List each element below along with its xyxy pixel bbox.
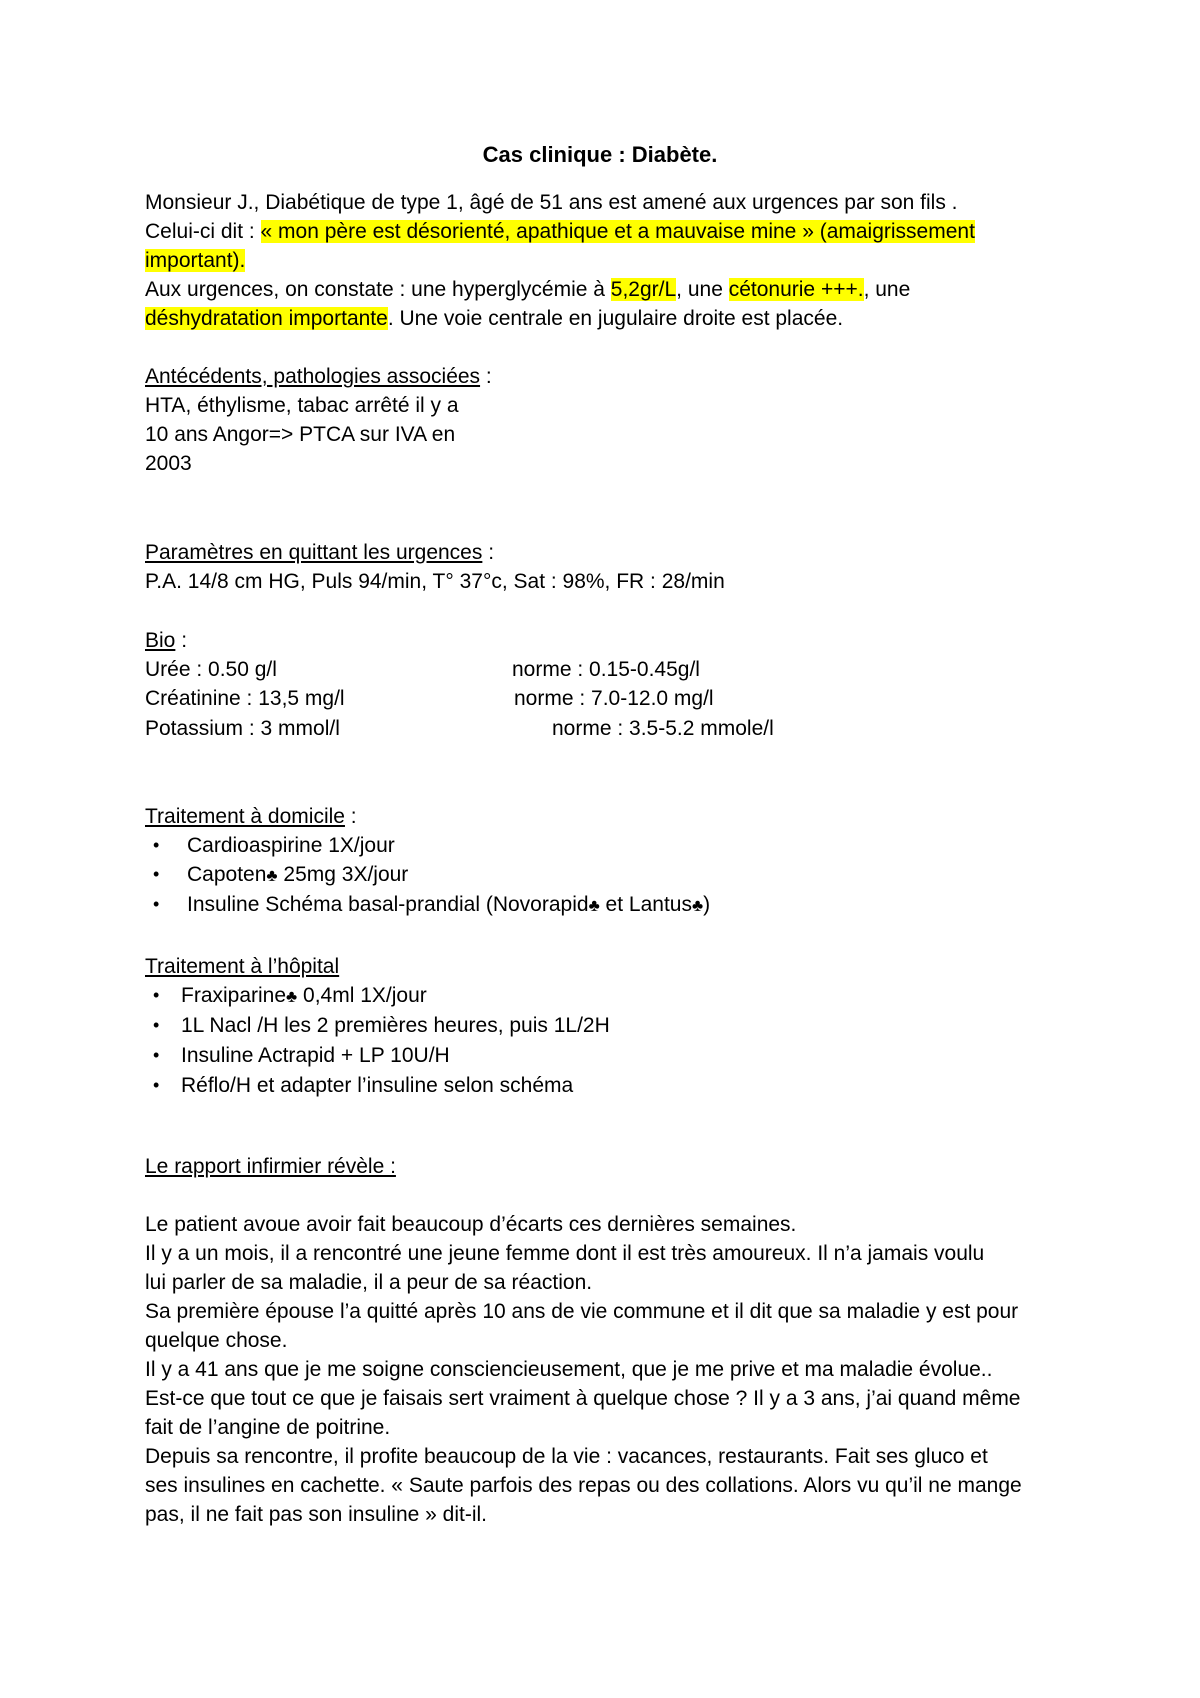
rapport-line: Sa première épouse l’a quitté après 10 ans de vie commune et il dit que sa maladie y est pour <box>145 1300 1019 1323</box>
clover-icon: ♣ <box>691 896 704 915</box>
hopital-item: Insuline Actrapid + LP 10U/H <box>181 1044 450 1067</box>
heading-colon: : <box>480 365 492 388</box>
intro-text: Aux urgences, on constate : une hyperglycémie à <box>145 278 611 301</box>
domicile-item: Cardioaspirine 1X/jour <box>187 834 395 857</box>
bio-row-uree: Urée : 0.50 g/l <box>145 658 277 681</box>
highlighted-dehydration: déshydratation importante <box>145 307 388 330</box>
clover-icon: ♣ <box>588 896 600 915</box>
domicile-item <box>187 890 710 920</box>
antecedents-line: 10 ans Angor=> PTCA sur IVA en <box>145 423 456 446</box>
heading-colon: : <box>175 629 188 652</box>
hopital-heading: Traitement à l’hôpital <box>145 955 340 978</box>
intro-text: . Une voie centrale en jugulaire droite est placée. <box>387 307 844 330</box>
intro-line-1: Monsieur J., Diabétique de type 1, âgé de 51 ans est amené aux urgences par son fils . <box>145 191 958 214</box>
domicile-item <box>187 860 408 890</box>
intro-text: , une <box>676 278 729 301</box>
antecedents-heading: Antécédents, pathologies associées <box>145 365 481 388</box>
bullet-icon: • <box>153 985 160 1005</box>
rapport-line: ses insulines en cachette. « Saute parfois des repas ou des collations. Alors vu qu’il ne mange <box>145 1474 1022 1497</box>
antecedents-line: 2003 <box>145 452 192 475</box>
rapport-line: fait de l’angine de poitrine. <box>145 1416 391 1439</box>
parametres-heading-line <box>145 538 494 567</box>
domicile-heading-line <box>145 802 357 831</box>
bio-row-potassium: Potassium : 3 mmol/l <box>145 717 340 740</box>
bio-norme-potassium: norme : 3.5-5.2 mmole/l <box>552 717 774 740</box>
clover-icon: ♣ <box>266 866 278 885</box>
bio-heading-line <box>145 626 187 655</box>
intro-text: Celui-ci dit : <box>145 220 261 243</box>
parametres-heading: Paramètres en quittant les urgences <box>145 541 483 564</box>
rapport-line: Est-ce que tout ce que je faisais sert vraiment à quelque chose ? Il y a 3 ans, j’ai quand même <box>145 1387 1021 1410</box>
bio-heading: Bio <box>145 629 176 652</box>
highlighted-ketonuria: cétonurie +++. <box>728 278 864 301</box>
drug-name: Fraxiparine <box>181 984 287 1007</box>
domicile-heading: Traitement à domicile <box>145 805 345 828</box>
highlighted-quote-end: important). <box>145 249 246 272</box>
rapport-line: Il y a 41 ans que je me soigne consciencieusement, que je me prive et ma maladie évolue.. <box>145 1358 993 1381</box>
rapport-line: pas, il ne fait pas son insuline » dit-il. <box>145 1503 488 1526</box>
heading-colon: : <box>344 805 357 828</box>
rapport-line: quelque chose. <box>145 1329 288 1352</box>
intro-line-4 <box>145 275 910 304</box>
intro-line-3 <box>145 246 245 275</box>
document-title: Cas clinique : Diabète. <box>482 142 718 167</box>
drug-name: Capoten <box>187 863 267 886</box>
bullet-icon: • <box>153 1015 160 1035</box>
parametres-values: P.A. 14/8 cm HG, Puls 94/min, T° 37°c, Sat : 98%, FR : 28/min <box>145 570 725 593</box>
heading-colon: : <box>482 541 495 564</box>
bullet-icon: • <box>153 835 160 855</box>
highlighted-quote: « mon père est désorienté, apathique et a mauvaise mine » (amaigrissement <box>260 220 975 243</box>
bio-row-creatinine: Créatinine : 13,5 mg/l <box>145 687 345 710</box>
paren-close: ) <box>703 893 711 916</box>
drug-name: Insuline Schéma basal-prandial (Novorapid <box>187 893 589 916</box>
drug-name: et Lantus <box>599 893 692 916</box>
bio-norme-creatinine: norme : 7.0-12.0 mg/l <box>514 687 714 710</box>
highlighted-glycemia: 5,2gr/L <box>610 278 677 301</box>
intro-line-5 <box>145 304 843 333</box>
hopital-item: 1L Nacl /H les 2 premières heures, puis 1L/2H <box>181 1014 610 1037</box>
bio-norme-uree: norme : 0.15-0.45g/l <box>512 658 700 681</box>
rapport-heading: Le rapport infirmier révèle : <box>145 1155 396 1178</box>
bullet-icon: • <box>153 864 160 884</box>
rapport-heading-line <box>145 1152 396 1181</box>
bullet-icon: • <box>153 1045 160 1065</box>
antecedents-heading-line <box>145 362 492 391</box>
bullet-icon: • <box>153 1075 160 1095</box>
rapport-line: Depuis sa rencontre, il profite beaucoup de la vie : vacances, restaurants. Fait ses gluco et <box>145 1445 988 1468</box>
intro-text: , une <box>863 278 911 301</box>
clover-icon: ♣ <box>286 987 298 1006</box>
hopital-heading-line <box>145 952 339 981</box>
hopital-item <box>181 981 427 1011</box>
rapport-line: Il y a un mois, il a rencontré une jeune femme dont il est très amoureux. Il n’a jamais voulu <box>145 1242 985 1265</box>
bullet-icon: • <box>153 894 160 914</box>
hopital-item: Réflo/H et adapter l’insuline selon schéma <box>181 1074 574 1097</box>
antecedents-line: HTA, éthylisme, tabac arrêté il y a <box>145 394 459 417</box>
drug-dose: 25mg 3X/jour <box>277 863 409 886</box>
rapport-line: Le patient avoue avoir fait beaucoup d’écarts ces dernières semaines. <box>145 1213 797 1236</box>
intro-line-2 <box>145 217 975 246</box>
rapport-line: lui parler de sa maladie, il a peur de sa réaction. <box>145 1271 593 1294</box>
drug-dose: 0,4ml 1X/jour <box>297 984 427 1007</box>
